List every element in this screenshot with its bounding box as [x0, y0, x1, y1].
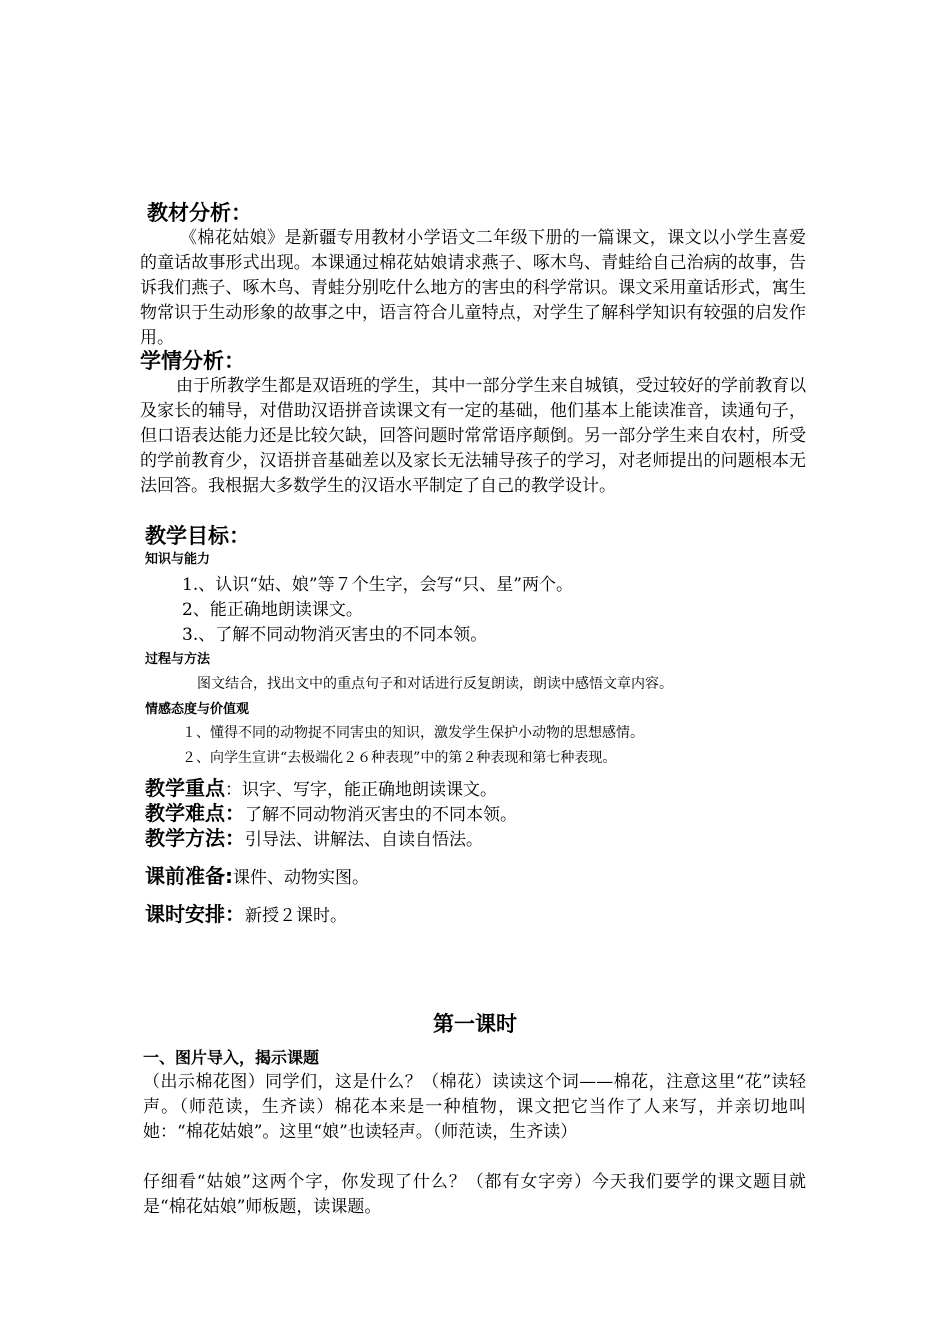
part-one-body: （出示棉花图）同学们，这是什么？（棉花）读读这个词——棉花，注意这里“花”读轻声。（师范读，生齐读）棉花本来是一种植物，课文把它当作了人来写，并亲切地叫她：“棉花姑娘”。这里“娘”也读轻声。（师范读，生齐读）	[143, 1072, 806, 1142]
knowledge-ability-title: 知识与能力	[145, 552, 211, 567]
method-label: 教学方法：	[145, 826, 245, 850]
goal-item: 3.、了解不同动物消灭害虫的不同本领。	[182, 625, 488, 645]
textbook-analysis-heading: 教材分析：	[147, 201, 252, 225]
lesson-one-title: 第一课时	[433, 1012, 517, 1036]
part-one-body-2: 仔细看“姑娘”这两个字，你发现了什么？（都有女字旁）今天我们要学的课文题目就是“棉花姑娘”师板题，读课题。	[143, 1172, 806, 1217]
prep-text: 课件、动物实图。	[233, 868, 369, 888]
textbook-analysis-body: 《棉花姑娘》是新疆专用教材小学语文二年级下册的一篇课文，课文以小学生喜爱的童话故事形式出现。本课通过棉花姑娘请求燕子、啄木鸟、青蛙给自己治病的故事，告诉我们燕子、啄木鸟、青蛙分别吃什么地方的害虫的科学常识。课文采用童话形式，寓生物常识于生动形象的故事之中，语言符合儿童特点，对学生了解科学知识有较强的启发作用。	[140, 228, 806, 348]
prep-row	[145, 860, 369, 888]
process-item: 图文结合，找出文中的重点句子和对话进行反复朗读，朗读中感悟文章内容。	[197, 676, 673, 692]
teaching-goals-heading: 教学目标：	[145, 524, 250, 548]
difficulty-text: 了解不同动物消灭害虫的不同本领。	[245, 805, 517, 825]
method-row	[145, 822, 483, 850]
schedule-text: 新授２课时。	[245, 906, 347, 926]
emotion-values-title: 情感态度与价值观	[145, 702, 250, 717]
goal-item: 1.、认识“姑、娘”等７个生字，会写“只、星”两个。	[182, 575, 573, 595]
schedule-row	[145, 898, 347, 926]
prep-label: 课前准备:	[145, 864, 233, 888]
key-point-colon: ：	[225, 780, 242, 800]
method-text: 引导法、讲解法、自读自悟法。	[245, 830, 483, 850]
key-point-row	[145, 772, 497, 800]
key-point-text: 识字、写字，能正确地朗读课文。	[242, 780, 497, 800]
student-analysis-body: 由于所教学生都是双语班的学生，其中一部分学生来自城镇，受过较好的学前教育以及家长的辅导，对借助汉语拼音读课文有一定的基础，他们基本上能读准音，读通句子，但口语表达能力还是比较欠缺，回答问题时常常语序颠倒。另一部分学生来自农村，所受的学前教育少，汉语拼音基础差以及家长无法辅导孩子的学习，对老师提出的问题根本无法回答。我根据大多数学生的汉语水平制定了自己的教学设计。	[140, 376, 806, 496]
difficulty-label: 教学难点：	[145, 801, 245, 825]
key-point-label: 教学重点	[145, 776, 225, 800]
emotion-item: ２、向学生宣讲“去极端化２６种表现”中的第２种表现和第七种表现。	[182, 750, 617, 766]
student-analysis-heading: 学情分析：	[140, 349, 245, 373]
schedule-label: 课时安排：	[145, 902, 245, 926]
emotion-item: １、懂得不同的动物捉不同害虫的知识，激发学生保护小动物的思想感情。	[182, 725, 644, 741]
process-method-title: 过程与方法	[145, 652, 211, 667]
difficulty-row	[145, 797, 517, 825]
goal-item: 2、能正确地朗读课文。	[182, 600, 363, 620]
part-one-heading: 一、图片导入，揭示课题	[143, 1048, 320, 1067]
